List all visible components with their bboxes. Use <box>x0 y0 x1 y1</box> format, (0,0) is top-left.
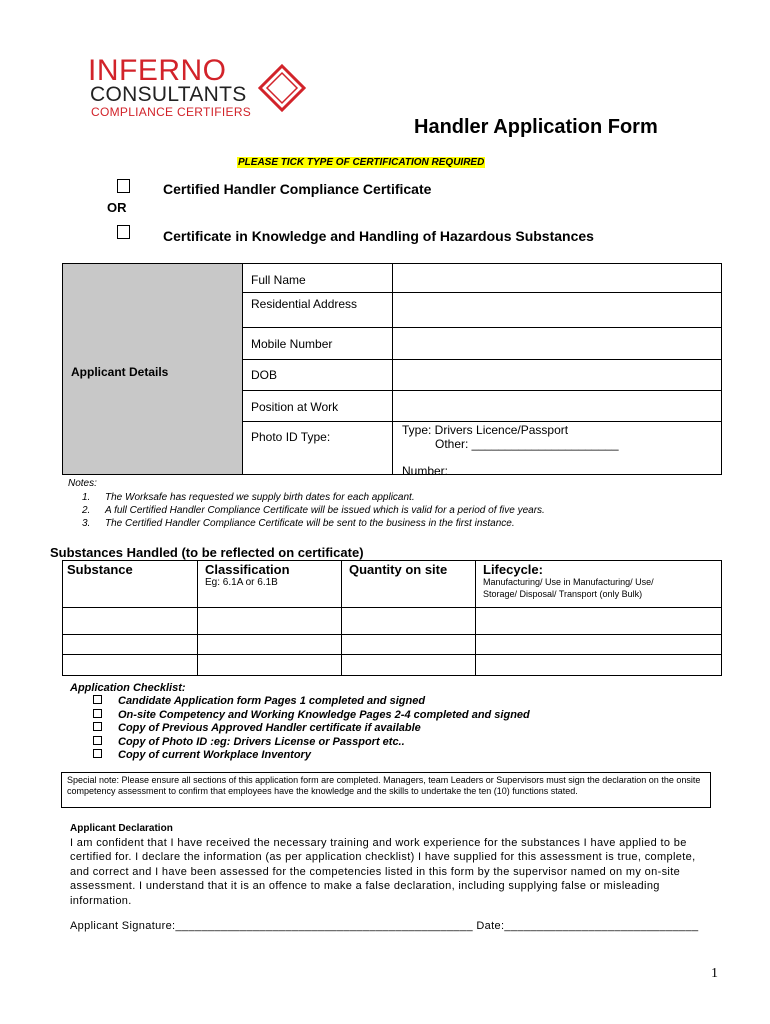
logo-line-inferno: INFERNO <box>88 54 227 87</box>
applicant-details-table <box>62 263 722 478</box>
signature-date-line[interactable]: Applicant Signature:______________________________________________ Date:______________________________ <box>70 920 699 932</box>
page-number: 1 <box>711 966 718 981</box>
photo-number-text: Number: <box>402 464 449 478</box>
special-note: Special note: Please ensure all sections of this application form are completed. Managers, team Leaders or Supervisors must sign the declaration on the onsite competency assessment to confirm that employees have the knowledge and the skills to undertake the ten (10) functions stated. <box>61 772 711 808</box>
certified-handler-label: Certified Handler Compliance Certificate <box>163 181 432 197</box>
note-text: The Certified Handler Compliance Certificate will be sent to the business in the first instance. <box>105 518 515 529</box>
checklist-item[interactable]: Candidate Application form Pages 1 completed and signed <box>93 695 425 707</box>
declaration-text: I am confident that I have received the necessary training and work experience for the substances I have applied to be certified for. I declare the information (as per application checklist) I have supplied for this assessment is true, complete, and correct and I have been assessed for the competencies listed in this form by the supervisor named on my on-site assessment. I understand that it is an offence to make a false declaration, including supplying false or misleading information. <box>70 837 696 907</box>
note-text: A full Certified Handler Compliance Certificate will be issued which is valid for a period of five years. <box>105 505 545 516</box>
checkbox-icon[interactable] <box>93 722 102 731</box>
checkbox-icon[interactable] <box>93 709 102 718</box>
page-title: Handler Application Form <box>414 116 658 138</box>
position-at-work-label: Position at Work <box>251 400 339 414</box>
note-text: The Worksafe has requested we supply birth dates for each applicant. <box>105 492 415 503</box>
notes <box>68 477 718 532</box>
checkbox-icon[interactable] <box>93 695 102 704</box>
or-label: OR <box>107 200 127 215</box>
substances-table <box>62 560 722 676</box>
lifecycle-header: Lifecycle: <box>483 562 543 577</box>
checklist-item[interactable]: Copy of current Workplace Inventory <box>93 749 311 761</box>
classification-hint: Eg: 6.1A or 6.1B <box>205 577 278 588</box>
checklist-item[interactable]: Copy of Photo ID :eg: Drivers License or Passport etc.. <box>93 736 405 748</box>
checklist-item[interactable]: On-site Competency and Working Knowledge Pages 2-4 completed and signed <box>93 709 530 721</box>
applicant-details-header <box>62 263 243 475</box>
dob-label: DOB <box>251 368 278 382</box>
checkbox-icon[interactable] <box>93 736 102 745</box>
note-number: 3. <box>82 518 91 529</box>
lifecycle-hint-line1: Manufacturing/ Use in Manufacturing/ Use/ <box>483 577 654 587</box>
declaration-title: Applicant Declaration <box>70 823 173 834</box>
lifecycle-hint-line2: Storage/ Disposal/ Transport (only Bulk) <box>483 589 643 599</box>
note-number: 2. <box>82 505 91 516</box>
substance-header: Substance <box>67 562 133 577</box>
applicant-details-label: Applicant Details <box>71 365 169 379</box>
checklist-title: Application Checklist: <box>70 682 186 694</box>
residential-address-label: Residential Address <box>251 297 358 311</box>
notes-title: Notes: <box>68 478 97 489</box>
mobile-number-label: Mobile Number <box>251 337 333 351</box>
hazardous-substances-label: Certificate in Knowledge and Handling of Hazardous Substances <box>163 228 594 244</box>
photo-type-text: Type: Drivers Licence/Passport <box>402 423 569 437</box>
diamond-logo-icon <box>258 64 306 112</box>
checklist-item[interactable]: Copy of Previous Approved Handler certificate if available <box>93 722 421 734</box>
note-number: 1. <box>82 492 91 503</box>
logo-line-compliance: COMPLIANCE CERTIFIERS <box>91 105 252 119</box>
certified-handler-checkbox[interactable] <box>117 179 130 193</box>
full-name-label: Full Name <box>251 273 306 287</box>
quantity-header: Quantity on site <box>349 562 448 577</box>
checkbox-icon[interactable] <box>93 749 102 758</box>
photo-id-type-label: Photo ID Type: <box>251 430 331 444</box>
full-name-input[interactable] <box>402 294 720 326</box>
hazardous-substances-checkbox[interactable] <box>117 225 130 239</box>
classification-header: Classification <box>205 562 290 577</box>
photo-other-text: Other: ______________________ <box>435 437 619 451</box>
logo-line-consultants: CONSULTANTS <box>90 83 247 106</box>
substances-title: Substances Handled (to be reflected on certificate) <box>50 545 364 560</box>
tick-instruction: PLEASE TICK TYPE OF CERTIFICATION REQUIRED <box>238 157 485 168</box>
